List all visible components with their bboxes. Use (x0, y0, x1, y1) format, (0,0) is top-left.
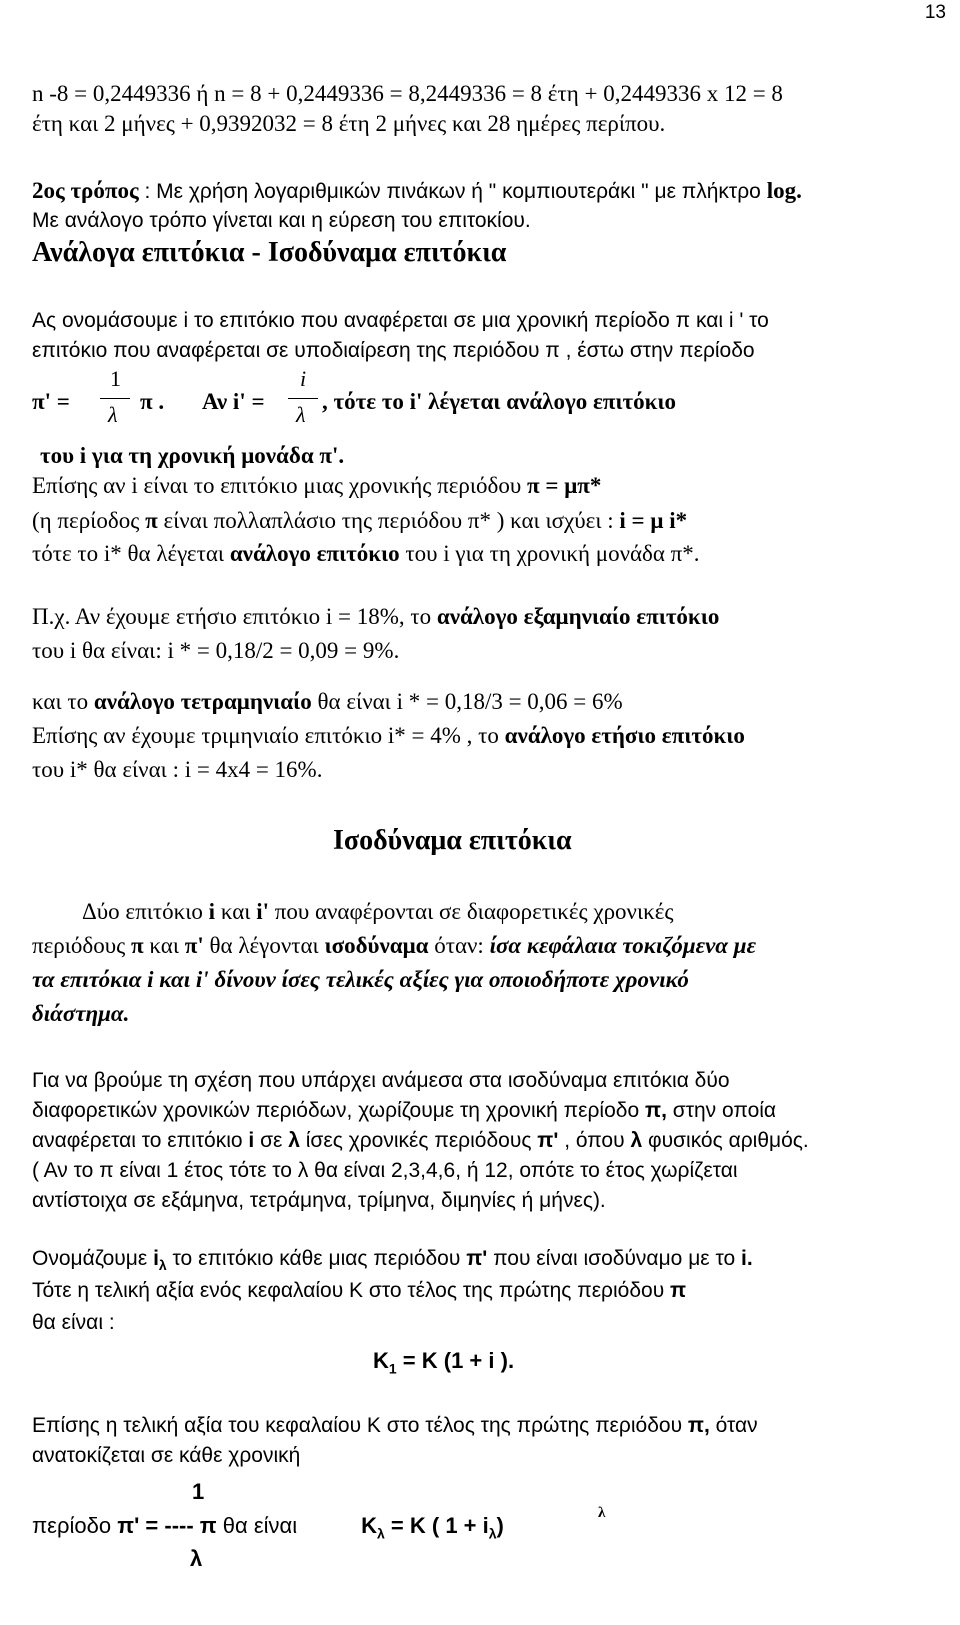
para-6-line-3 (32, 1127, 809, 1155)
para-6-line-2 (32, 1097, 776, 1125)
text-line-3 (32, 177, 802, 206)
u1d-sub: λ (377, 1525, 385, 1542)
k1-rest: = Κ (1 + i ). (396, 1348, 515, 1373)
r3g: , όπου (558, 1129, 631, 1152)
u1b: π' = ---- π (117, 1513, 217, 1538)
method-text: : Με χρήση λογαριθμικών πινάκων ή " κομπιουτεράκι " με πλήκτρο (138, 180, 767, 203)
para-7-line-1 (32, 1245, 753, 1279)
para-3-line-2: του i θα είναι: i * = 0,18/2 = 0,09 = 9%. (32, 638, 400, 663)
r3b: i (248, 1129, 255, 1152)
p3d: i = μ i* (619, 508, 688, 533)
para-4-line-3: του i* θα είναι : i = 4x4 = 16%. (32, 757, 323, 782)
para-2-line-2 (32, 507, 687, 535)
method-label: 2ος τρόπος (32, 178, 139, 203)
t1b: π, (687, 1414, 710, 1437)
para-3-line-1 (32, 603, 719, 631)
p5a: Π.χ. Αν έχουμε ετήσιο επιτόκιο i = 18%, το (32, 604, 437, 629)
formula-u-denominator: λ (190, 1546, 203, 1571)
r3f: π' (537, 1129, 559, 1152)
para-6-line-5: αντίστοιχα σε εξάμηνα, τετράμηνα, τρίμηνα, διμηνίες ή μήνες). (32, 1189, 606, 1212)
u1a: περίοδο (32, 1513, 118, 1538)
fraction-bar-2 (288, 398, 318, 399)
r3h: λ (630, 1129, 643, 1152)
s1sub: λ (158, 1257, 167, 1274)
u1f: ) (496, 1513, 504, 1538)
q2g: όταν: (428, 933, 490, 958)
p8b: ανάλογο ετήσιο επιτόκιο (504, 723, 745, 748)
para-7-line-3: θα είναι : (32, 1311, 115, 1334)
s1f: i. (741, 1247, 753, 1270)
p4c: του i για τη χρονική μονάδα π*. (399, 541, 700, 566)
formula-k1 (373, 1347, 514, 1382)
formula-denominator: λ (108, 402, 118, 427)
q2b: π (131, 933, 144, 958)
section-heading-equivalent: Ισοδύναμα επιτόκια (333, 825, 572, 856)
p3b: π (145, 508, 158, 533)
s1d: π' (466, 1247, 488, 1270)
q1e: που αναφέρονται σε διαφορετικές χρονικές (268, 899, 674, 924)
formula-numerator-2: i (300, 366, 307, 391)
u1e-sub: λ (488, 1525, 497, 1542)
s1c: το επιτόκιο κάθε μιας περιόδου (166, 1247, 467, 1270)
q1c: και (215, 899, 257, 924)
log-key: log. (766, 178, 802, 203)
t1c: όταν (709, 1414, 758, 1437)
para-5-line-3: τα επιτόκια i και i' δίνουν ίσες τελικές αξίες για οποιοδήποτε χρονικό (32, 967, 689, 992)
para-2-line-3 (32, 540, 700, 568)
r3i: φυσικός αριθμός. (642, 1129, 809, 1152)
fraction-bar (100, 398, 130, 399)
para-6-line-1: Για να βρούμε τη σχέση που υπάρχει ανάμεσα στα ισοδύναμα επιτόκια δύο (32, 1069, 730, 1092)
formula-u-numerator: 1 (192, 1479, 205, 1504)
s1b: i (153, 1247, 159, 1270)
para-1-line-2: επιτόκιο που αναφέρεται σε υποδιαίρεση της περιόδου π , έστω στην περίοδο (32, 339, 755, 362)
formula-tail-a: , τότε το i' λέγεται (322, 389, 507, 414)
para-6-line-4: ( Αν το π είναι 1 έτος τότε το λ θα είναι 2,3,4,6, ή 12, οπότε το έτος χωρίζεται (32, 1159, 738, 1182)
formula-if: Αν i' = (202, 389, 265, 414)
s1a: Ονομάζουμε (32, 1247, 154, 1270)
r2c: στην οποία (666, 1099, 777, 1122)
u1d: Κ (361, 1513, 378, 1538)
u1c: θα είναι (216, 1513, 298, 1538)
p3c: είναι πολλαπλάσιο της περιόδου π* ) και ισχύει : (157, 508, 620, 533)
r3c: σε (254, 1129, 289, 1152)
p7c: θα είναι i * = 0,18/3 = 0,06 = 6% (311, 689, 623, 714)
para-7-line-2 (32, 1277, 686, 1305)
para-5-line-1 (82, 898, 673, 926)
q2e: θα λέγονται (203, 933, 325, 958)
para-4-line-1 (32, 688, 623, 716)
p7a: και το (32, 689, 94, 714)
formula-denominator-2: λ (296, 402, 306, 427)
para-5-line-2 (32, 932, 756, 960)
u1e: = Κ ( 1 + i (384, 1513, 489, 1538)
q2h: ίσα κεφάλαια τοκιζόμενα με (489, 933, 757, 958)
q2a: περιόδους (32, 933, 132, 958)
k1-sub: 1 (388, 1360, 397, 1377)
text-line-1: n -8 = 0,2449336 ή n = 8 + 0,2449336 = 8,2449336 = 8 έτη + 0,2449336 x 12 = 8 (32, 81, 783, 106)
p2a: Επίσης αν i είναι το επιτόκιο μιας χρονικής περιόδου (32, 473, 528, 498)
text-line-2: έτη και 2 μήνες + 0,9392032 = 8 έτη 2 μήνες και 28 ημέρες περίπου. (32, 111, 666, 136)
p4b: ανάλογο επιτόκιο (229, 541, 400, 566)
formula-klambda (32, 1512, 504, 1547)
t1a: Επίσης η τελική αξία του κεφαλαίου Κ στο τέλος της πρώτης περιόδου (32, 1414, 688, 1437)
para-1-line-1: Ας ονομάσουμε i το επιτόκιο που αναφέρεται σε μια χρονική περίοδο π και i ' το (32, 309, 769, 332)
q1d: i' (256, 899, 269, 924)
r3a: αναφέρεται το επιτόκιο (32, 1129, 249, 1152)
para-4-line-2 (32, 722, 745, 750)
page-number: 13 (924, 2, 946, 23)
p3a: (η περίοδος (32, 508, 146, 533)
p5b: ανάλογο εξαμηνιαίο επιτόκιο (436, 604, 720, 629)
p4a: τότε το i* θα λέγεται (32, 541, 230, 566)
formula-lhs: π' = (32, 389, 70, 414)
formula-exponent: λ (598, 1505, 606, 1521)
s2b: π (670, 1279, 687, 1302)
r2: διαφορετικών χρονικών περιόδων, χωρίζουμε τη χρονική περίοδο (32, 1099, 645, 1122)
formula-tail-b: ανάλογο επιτόκιο (506, 389, 677, 414)
k1-k: Κ (373, 1348, 389, 1373)
section-heading-analogous: Ανάλογα επιτόκια - Ισοδύναμα επιτόκια (32, 237, 507, 268)
text-line-4: Με ανάλογο τρόπο γίνεται και η εύρεση του επιτοκίου. (32, 209, 531, 232)
q1a: Δύο επιτόκιο (82, 899, 209, 924)
p7b: ανάλογο τετραμηνιαίο (93, 689, 312, 714)
p2b: π = μπ* (527, 473, 602, 498)
q2c: και (143, 933, 185, 958)
s1e: που είναι ισοδύναμο με το (487, 1247, 741, 1270)
para-2-line-1 (32, 472, 601, 500)
s2a: Τότε η τελική αξία ενός κεφαλαίου Κ στο τέλος της πρώτης περιόδου (32, 1279, 671, 1302)
r2b: π, (644, 1099, 667, 1122)
q1b: i (208, 899, 216, 924)
text-tou: του i για τη χρονική μονάδα π'. (40, 443, 345, 468)
para-5-line-4: διάστημα. (32, 1001, 130, 1026)
r3d: λ (288, 1129, 300, 1152)
q2f: ισοδύναμα (324, 933, 429, 958)
p8a: Επίσης αν έχουμε τριμηνιαίο επιτόκιο i* = 4% , το (32, 723, 505, 748)
formula-numerator: 1 (110, 366, 121, 391)
formula-pi: π . (140, 389, 165, 414)
formula-tail (322, 388, 676, 416)
para-8-line-2: ανατοκίζεται σε κάθε χρονική (32, 1444, 301, 1467)
para-8-line-1 (32, 1412, 758, 1440)
r3e: ίσες χρονικές περιόδους (299, 1129, 538, 1152)
q2d: π' (184, 933, 204, 958)
